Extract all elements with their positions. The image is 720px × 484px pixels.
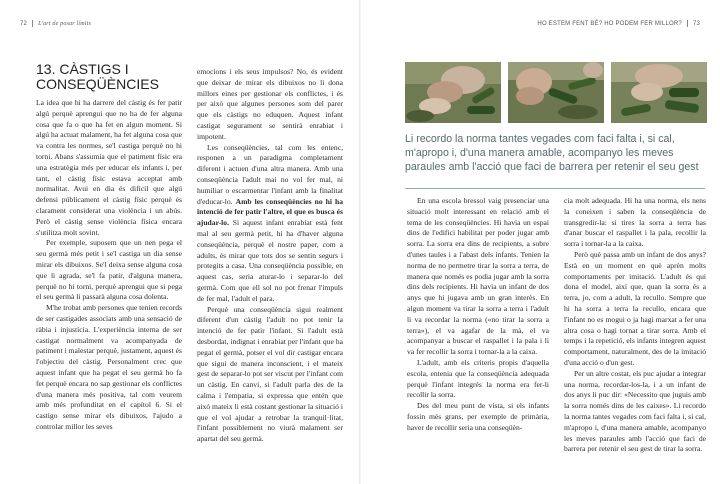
left-page-number: 72 <box>20 21 28 28</box>
right-running-head <box>537 20 700 27</box>
child-cucumbers-photo-3 <box>611 62 707 123</box>
left-column-2 <box>197 67 343 445</box>
paragraph: M'he trobat amb persones que tenien records de ser castigades associats amb una sensació de ràbia i injustícia. L'experiència interna de ser castigat normalment va acompanyada de patiment i malestar perquè, justament, aquest és l'objectiu del càstig. Personalment crec que aquest infant que ha pegat el seu germà ho fa fet perquè encara no sap gestionar els conflictes d'una manera més positiva, tal com veurem amb més profunditat en el capítol 6. Si el castigo sense mirar els dibuixos, l'ajudo a controlar millor les seves <box>36 303 182 431</box>
photo-strip <box>405 62 707 123</box>
page-gutter <box>359 0 361 484</box>
paragraph: Per un altre costat, els puc ajudar a integrar una norma, recordar-los-la, i a un infant de dos anys li puc dir: «Necessito que juguis amb la sorra només dins de les caixes». Li recordo la norma tantes vegades com faci falta i, si cal, m'apropo i, d'una manera amable, acompanyo les meves paraules amb l'acció que faci de barrera per retenir el seu gest de tirar la sorra. <box>564 368 706 454</box>
chapter-title: 13. CÀSTIGS I CONSEQÜÈNCIES <box>36 61 159 92</box>
running-head-divider <box>687 20 688 27</box>
right-page-number: 73 <box>692 21 700 28</box>
right-column-1 <box>407 196 549 434</box>
paragraph-text: Si aquest infant enrabiat està fent mal al seu germà petit, hi ha d'haver alguna conseqüència, perquè el nostre paper, com a adults, és mirar que tots dos se sentin segurs i protegits a casa. Una conseqüència possible, en aquest cas, seria aturar-lo i separar-lo del germà. Com que ell sol no pot frenar l'impuls de fer mal, l'adult el para. <box>197 218 343 303</box>
paragraph: Però què passa amb un infant de dos anys? Està en un moment en què aprèn molts comportaments per imitació. L'adult és qui dona el model, així que, quan la sorra és a terra, jo, com a adult, la recullo. Sempre que hi ha sorra a terra la recullo, encara que l'infant no es mogui o ja hagi marxat a fer una altra cosa o hagi tornat a tirar sorra. Amb el temps i la repetició, els infants integren aquest comportament, naturalment, des de la imitació d'una acció o d'un gest. <box>564 249 706 367</box>
paragraph: emocions i els seus impulsos? No, és evident que deixar de mirar els dibuixos no li dona millors eines per gestionar els conflictes, i és per això que algunes persones som del parer que els càstigs no eduquen. Aquest infant castigat segurament se sentirà enrabiat i impotent. <box>197 67 343 141</box>
running-head-divider <box>32 20 33 27</box>
photo-icon <box>405 62 501 123</box>
paragraph: Per exemple, suposem que un nen pega el seu germà més petit i se'l castiga un dia sense mirar els dibuixos. Se'l deixa sense alguna cosa que li agrada, se'l fa patir, d'alguna manera, perquè no hi torni, perquè aprengui que si pega el seu germà li passarà alguna cosa dolenta. <box>36 238 182 302</box>
paragraph-text: Les conseqüències, tal com les entenc, responen a un paradigma completament diferent i actuen d'una altra manera. Amb una conseqüència l'adult mai no vol fer mal, ni humiliar o escarmentar l'infant amb la finalitat d'educar-lo. <box>197 142 343 206</box>
left-column-1 <box>36 98 182 433</box>
pull-quote: Li recordo la norma tantes vegades com faci falta i, si cal, m'apropo i, d'una manera amable, acompanyo les meves paraules amb l'acció que faci de barrera per retenir el seu gest <box>405 133 699 173</box>
child-sand-photo-2 <box>508 62 604 123</box>
paragraph: cia molt adequada. Hi ha una norma, els nens la coneixen i saben la conseqüència de transgredir-la: si tires la sorra a terra has d'anar buscar el raspallet i la pala, recollir la sorra i tornar-la a la caixa. <box>564 196 706 249</box>
photo-icon <box>508 62 604 123</box>
left-running-head <box>20 20 91 27</box>
section-title: HO ESTEM FENT BÉ? HO PODEM FER MILLOR? <box>537 21 682 28</box>
paragraph: L'adult, amb els criteris propis d'aquella escola, entenia que la conseqüència adequada perquè l'infant integrés la norma era fer-li recollir la sorra. <box>407 357 549 400</box>
right-column-2 <box>564 196 706 455</box>
photo-icon <box>611 62 707 123</box>
emphasis-text: Amb les conseqüències no hi ha intenció de fer patir l'altre, el que es busca és ajudar-lo. <box>197 196 343 228</box>
pull-quote-rule <box>405 188 705 189</box>
paragraph: Des del meu punt de vista, si els infants fossin més grans, per exemple de primària, haver de recollir seria una conseqüèn- <box>407 401 549 432</box>
child-sand-photo-1 <box>405 62 501 123</box>
paragraph: La idea que hi ha darrere del càstig és fer patir algú perquè aprengui que no ha de fer alguna cosa que fa o que ha fet en algun moment. Si algú ha actuat malament, ha fet alguna cosa que va contra les normes, se'l castiga perquè no hi torni. Abans s'assumia que el patiment físic era una estratègia més per educar els infants i, per tant, el càstig físic estava acceptat amb normalitat. Avui en dia és difícil que algú defensi públicament el càstig físic perquè és clarament considerat una violència i un abús. Però el càstig sense violència física encara s'utilitza molt sovint. <box>36 98 182 237</box>
paragraph <box>197 143 343 305</box>
book-title: L'art de posar límits <box>38 21 92 28</box>
paragraph: En una escola bressol vaig presenciar una situació molt interessant en relació amb el tema de les conseqüències. Hi havia un espai dins de l'edifici habilitat per poder jugar amb sorra. La sorra era dins de recipients, a sobre d'unes taules i a l'abast dels infants. Tenien la norma de no permetre tirar la sorra a terra, de manera que només es podia jugar amb la sorra dins dels recipients. Hi havia un infant de dos anys que hi jugava amb un gran interès. En algun moment va tirar la sorra a terra i l'adult li va recordar la norma («no tirar la sorra a terra»), el va agafar de la mà, el va acompanyar a buscar el raspallet i la pala i li va fer recollir la sorra i tornar-la a la caixa. <box>407 196 549 357</box>
paragraph: Perquè una conseqüència sigui realment diferent d'un càstig l'adult no pot tenir la intenció de fer patir l'infant. Si l'adult està desbordat, indignat i enrabiat per l'infant que ha pegat el germà, potser el vol dir castigar encara que sigui de manera inconscient, i el mateix gest de separar-lo pot ser viscut per l'infant com un càstig. En canvi, si l'adult parla des de la calma i l'empatia, si expressa que entén que aixó mateix li està costant gestionar la situació i que el vol ajudar a retrobar la tranquil·litat, l'infant possiblement no viurà malament ser apartat del seu germà. <box>197 304 343 444</box>
